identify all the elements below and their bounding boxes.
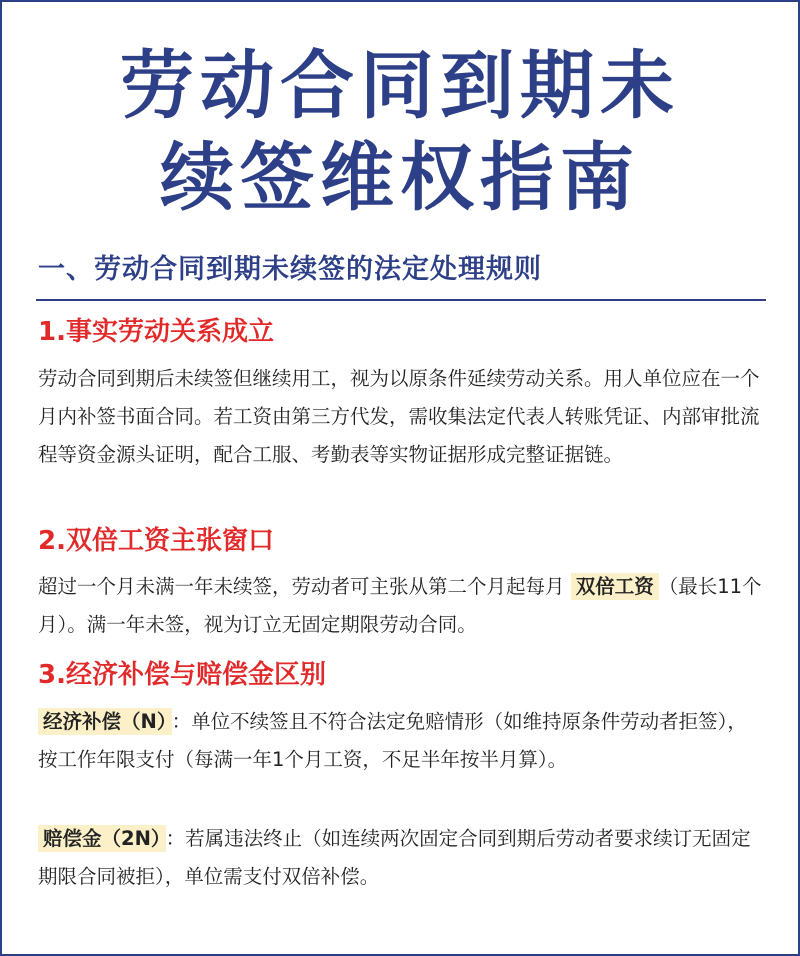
paragraph-economic-compensation bbox=[38, 703, 766, 779]
paragraph-damages bbox=[38, 820, 766, 896]
double-wage-text-before: 超过一个月未满一年未续签，劳动者可主张从第二个月起每月 bbox=[38, 575, 565, 598]
title-line-2: 续签维权指南 bbox=[160, 135, 640, 221]
title-line-1: 劳动合同到期未 bbox=[120, 43, 680, 129]
economic-compensation-text: ：单位不续签且不符合法定免赔情形（如维持原条件劳动者拒签），按工作年限支付（每满一年1个月工资，不足半年按半月算）。 bbox=[38, 710, 747, 771]
subheading-compensation: 3.经济补偿与赔偿金区别 bbox=[38, 660, 326, 690]
section-heading: 一、劳动合同到期未续签的法定处理规则 bbox=[38, 254, 542, 285]
double-wage-highlight: 双倍工资 bbox=[571, 573, 659, 600]
damages-term: 赔偿金（2N） bbox=[38, 825, 166, 852]
page-title bbox=[2, 40, 798, 224]
damages-text: ：若属违法终止（如连续两次固定合同到期后劳动者要求续订无固定期限合同被拒），单位需支付双倍补偿。 bbox=[38, 827, 751, 888]
subheading-fact-labor-relation: 1.事实劳动关系成立 bbox=[38, 317, 274, 347]
paragraph-fact-labor-relation: 劳动合同到期后未续签但继续用工，视为以原条件延续劳动关系。用人单位应在一个月内补签书面合同。若工资由第三方代发，需收集法定代表人转账凭证、内部审批流程等资金源头证明，配合工服、考勤表等实物证据形成完整证据链。 bbox=[38, 367, 760, 466]
subheading-double-wage: 2.双倍工资主张窗口 bbox=[38, 526, 274, 556]
double-wage-text-after: （最长11个月）。满一年未签，视为订立无固定期限劳动合同。 bbox=[38, 575, 762, 636]
section-divider bbox=[36, 299, 766, 301]
economic-compensation-term: 经济补偿（N） bbox=[38, 708, 172, 735]
paragraph-double-wage bbox=[38, 568, 766, 644]
